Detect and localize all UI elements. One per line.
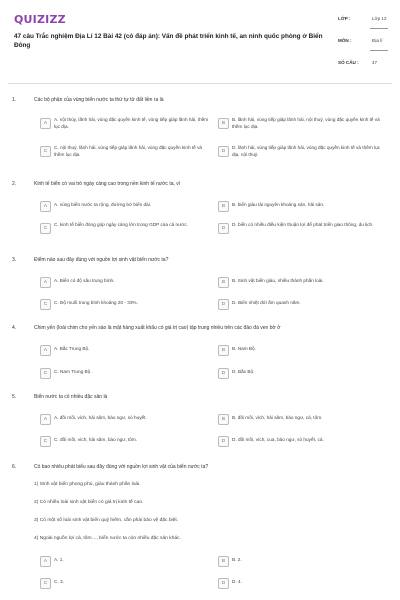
worksheet-title: 47 câu Trắc nghiệm Địa Lí 12 Bài 42 (có đáp án): Vấn đề phát triển kinh tế, an ninh quốc phòng ở Biển Đông <box>14 33 323 49</box>
option-letter: C <box>40 436 51 447</box>
question-number: 5. <box>12 394 17 400</box>
option-letter: D <box>218 368 229 379</box>
question-number: 4. <box>12 325 17 331</box>
option-letter: B <box>218 277 229 288</box>
option-letter: B <box>218 118 229 129</box>
option-text: A. Bắc Trung Bộ. <box>54 346 90 351</box>
class-value: Lớp 12 <box>372 16 387 21</box>
subject-underline <box>370 50 388 51</box>
statement: 3) Có một số loài sinh vật biển quý hiếm, cần phải bảo vệ đặc biệt. <box>34 518 179 523</box>
question-number: 6. <box>12 464 17 470</box>
option-text: C. nội thuỷ, lãnh hải, vùng tiếp giáp lãnh hải, vùng đặc quyền kinh tế và thềm lục địa. <box>54 145 203 157</box>
option-letter: A <box>40 345 51 356</box>
option-text: D. Bắc Bộ. <box>232 369 255 374</box>
option-text: D. đồi mồi, vích, cua, bào ngư, sò huyết, cá. <box>232 437 324 442</box>
question-text: Chim yến (loài chim cho yến sào là mặt hàng xuất khẩu có giá trị cao) tập trung nhiều trên các đảo đá ven bờ ở <box>34 325 281 331</box>
option-text: A. nội thủy, lãnh hải, vùng đặc quyền kinh tế, vùng tiếp giáp lãnh hải, thềm lục địa. <box>54 117 209 129</box>
statement: 4) Ngoài nguồn lợi cá, tôm…, biển nước ta còn nhiều đặc sản khác. <box>34 536 181 541</box>
option-text: C. 3. <box>54 579 64 584</box>
option-letter: D <box>218 299 229 310</box>
option-text: C. Độ muối trung bình khoảng 20 - 33%. <box>54 300 138 305</box>
class-row <box>338 16 390 38</box>
count-value: 47 <box>372 60 378 65</box>
option-letter: B <box>218 201 229 212</box>
count-label: SỐ CÂU : <box>338 60 359 65</box>
option-letter: B <box>218 414 229 425</box>
option-letter: C <box>40 368 51 379</box>
option-text: A. đồi mồi, vích, hải sâm, bào ngư, sò huyết. <box>54 415 147 420</box>
option-text: A. vùng biển nước ta rộng, đường bờ biển dài. <box>54 202 152 207</box>
option-text: D. 4. <box>232 579 242 584</box>
option-letter: D <box>218 578 229 589</box>
question-text: Các bộ phận của vùng biển nước ta thứ tự từ đất liền ra là <box>34 97 164 103</box>
option-letter: A <box>40 118 51 129</box>
option-letter: C <box>40 223 51 234</box>
class-label: LỚP : <box>338 16 351 21</box>
question-text: Biển nước ta có nhiều đặc sản là <box>34 394 108 400</box>
option-text: B. lãnh hải, vùng tiếp giáp lãnh hải, nội thuỷ, vùng đặc quyền kinh tế và thềm lục địa. <box>232 117 380 129</box>
option-text: A. Biển có độ sâu trung bình. <box>54 278 115 283</box>
statement: 1) Sinh vật biển phong phú, giàu thành phần loài. <box>34 482 141 487</box>
subject-label: MÔN : <box>338 38 352 43</box>
quizizz-logo: QUIZIZZ <box>14 13 66 26</box>
option-text: A. 1. <box>54 557 64 562</box>
option-letter: A <box>40 556 51 567</box>
subject-row <box>338 38 390 60</box>
option-letter: C <box>40 146 51 157</box>
option-text: B. Sinh vật biển giàu, nhiều thành phần loài. <box>232 278 324 283</box>
question-text: Kinh tế biển có vai trò ngày càng cao trong nền kinh tế nước ta, vì <box>34 181 181 187</box>
worksheet-meta <box>338 16 390 82</box>
option-text: B. đồi mồi, vích, hải sâm, bào ngư, cá, tôm. <box>232 415 323 420</box>
option-text: D. lãnh hải, vùng tiếp giáp lãnh hải, vùng đặc quyền kinh tế và thềm lục địa, nội thuỷ. <box>232 145 381 157</box>
option-text: B. biển giàu tài nguyên khoáng sản, hải sản. <box>232 202 325 207</box>
statement: 2) Có nhiều loài sinh vật biển có giá trị kinh tế cao. <box>34 500 144 505</box>
question-text: Điểm nào sau đây đúng với nguồn lợi sinh vật biển nước ta? <box>34 257 169 263</box>
option-letter: A <box>40 414 51 425</box>
option-letter: A <box>40 277 51 288</box>
option-letter: C <box>40 299 51 310</box>
option-letter: B <box>218 556 229 567</box>
question-text: Có bao nhiêu phát biểu sau đây đúng với nguồn lợi sinh vật của biển nước ta? <box>34 464 209 470</box>
option-letter: D <box>218 223 229 234</box>
class-underline <box>370 28 388 29</box>
option-text: C. kinh tế biển đóng góp ngày càng lớn trong GDP của cả nước. <box>54 222 189 227</box>
count-row <box>338 60 390 82</box>
option-letter: D <box>218 146 229 157</box>
option-text: B. 2. <box>232 557 242 562</box>
header-divider <box>8 83 392 84</box>
option-letter: B <box>218 345 229 356</box>
question-number: 1. <box>12 97 17 103</box>
option-letter: A <box>40 201 51 212</box>
option-text: D. biển có nhiều điều kiện thuận lợi để phát triển giao thông, du lịch. <box>232 222 374 227</box>
question-number: 2. <box>12 181 17 187</box>
question-number: 3. <box>12 257 17 263</box>
option-text: D. Biển nhiệt đới ấm quanh năm. <box>232 300 301 305</box>
worksheet-header <box>8 10 392 80</box>
option-letter: C <box>40 578 51 589</box>
subject-value: Địa lí <box>372 38 383 43</box>
option-text: C. Nam Trung Bộ. <box>54 369 92 374</box>
option-text: C. đồi mồi, vích, hải sâm, bào ngư, tôm. <box>54 437 138 442</box>
option-text: B. Nam Bộ. <box>232 346 256 351</box>
option-letter: D <box>218 436 229 447</box>
